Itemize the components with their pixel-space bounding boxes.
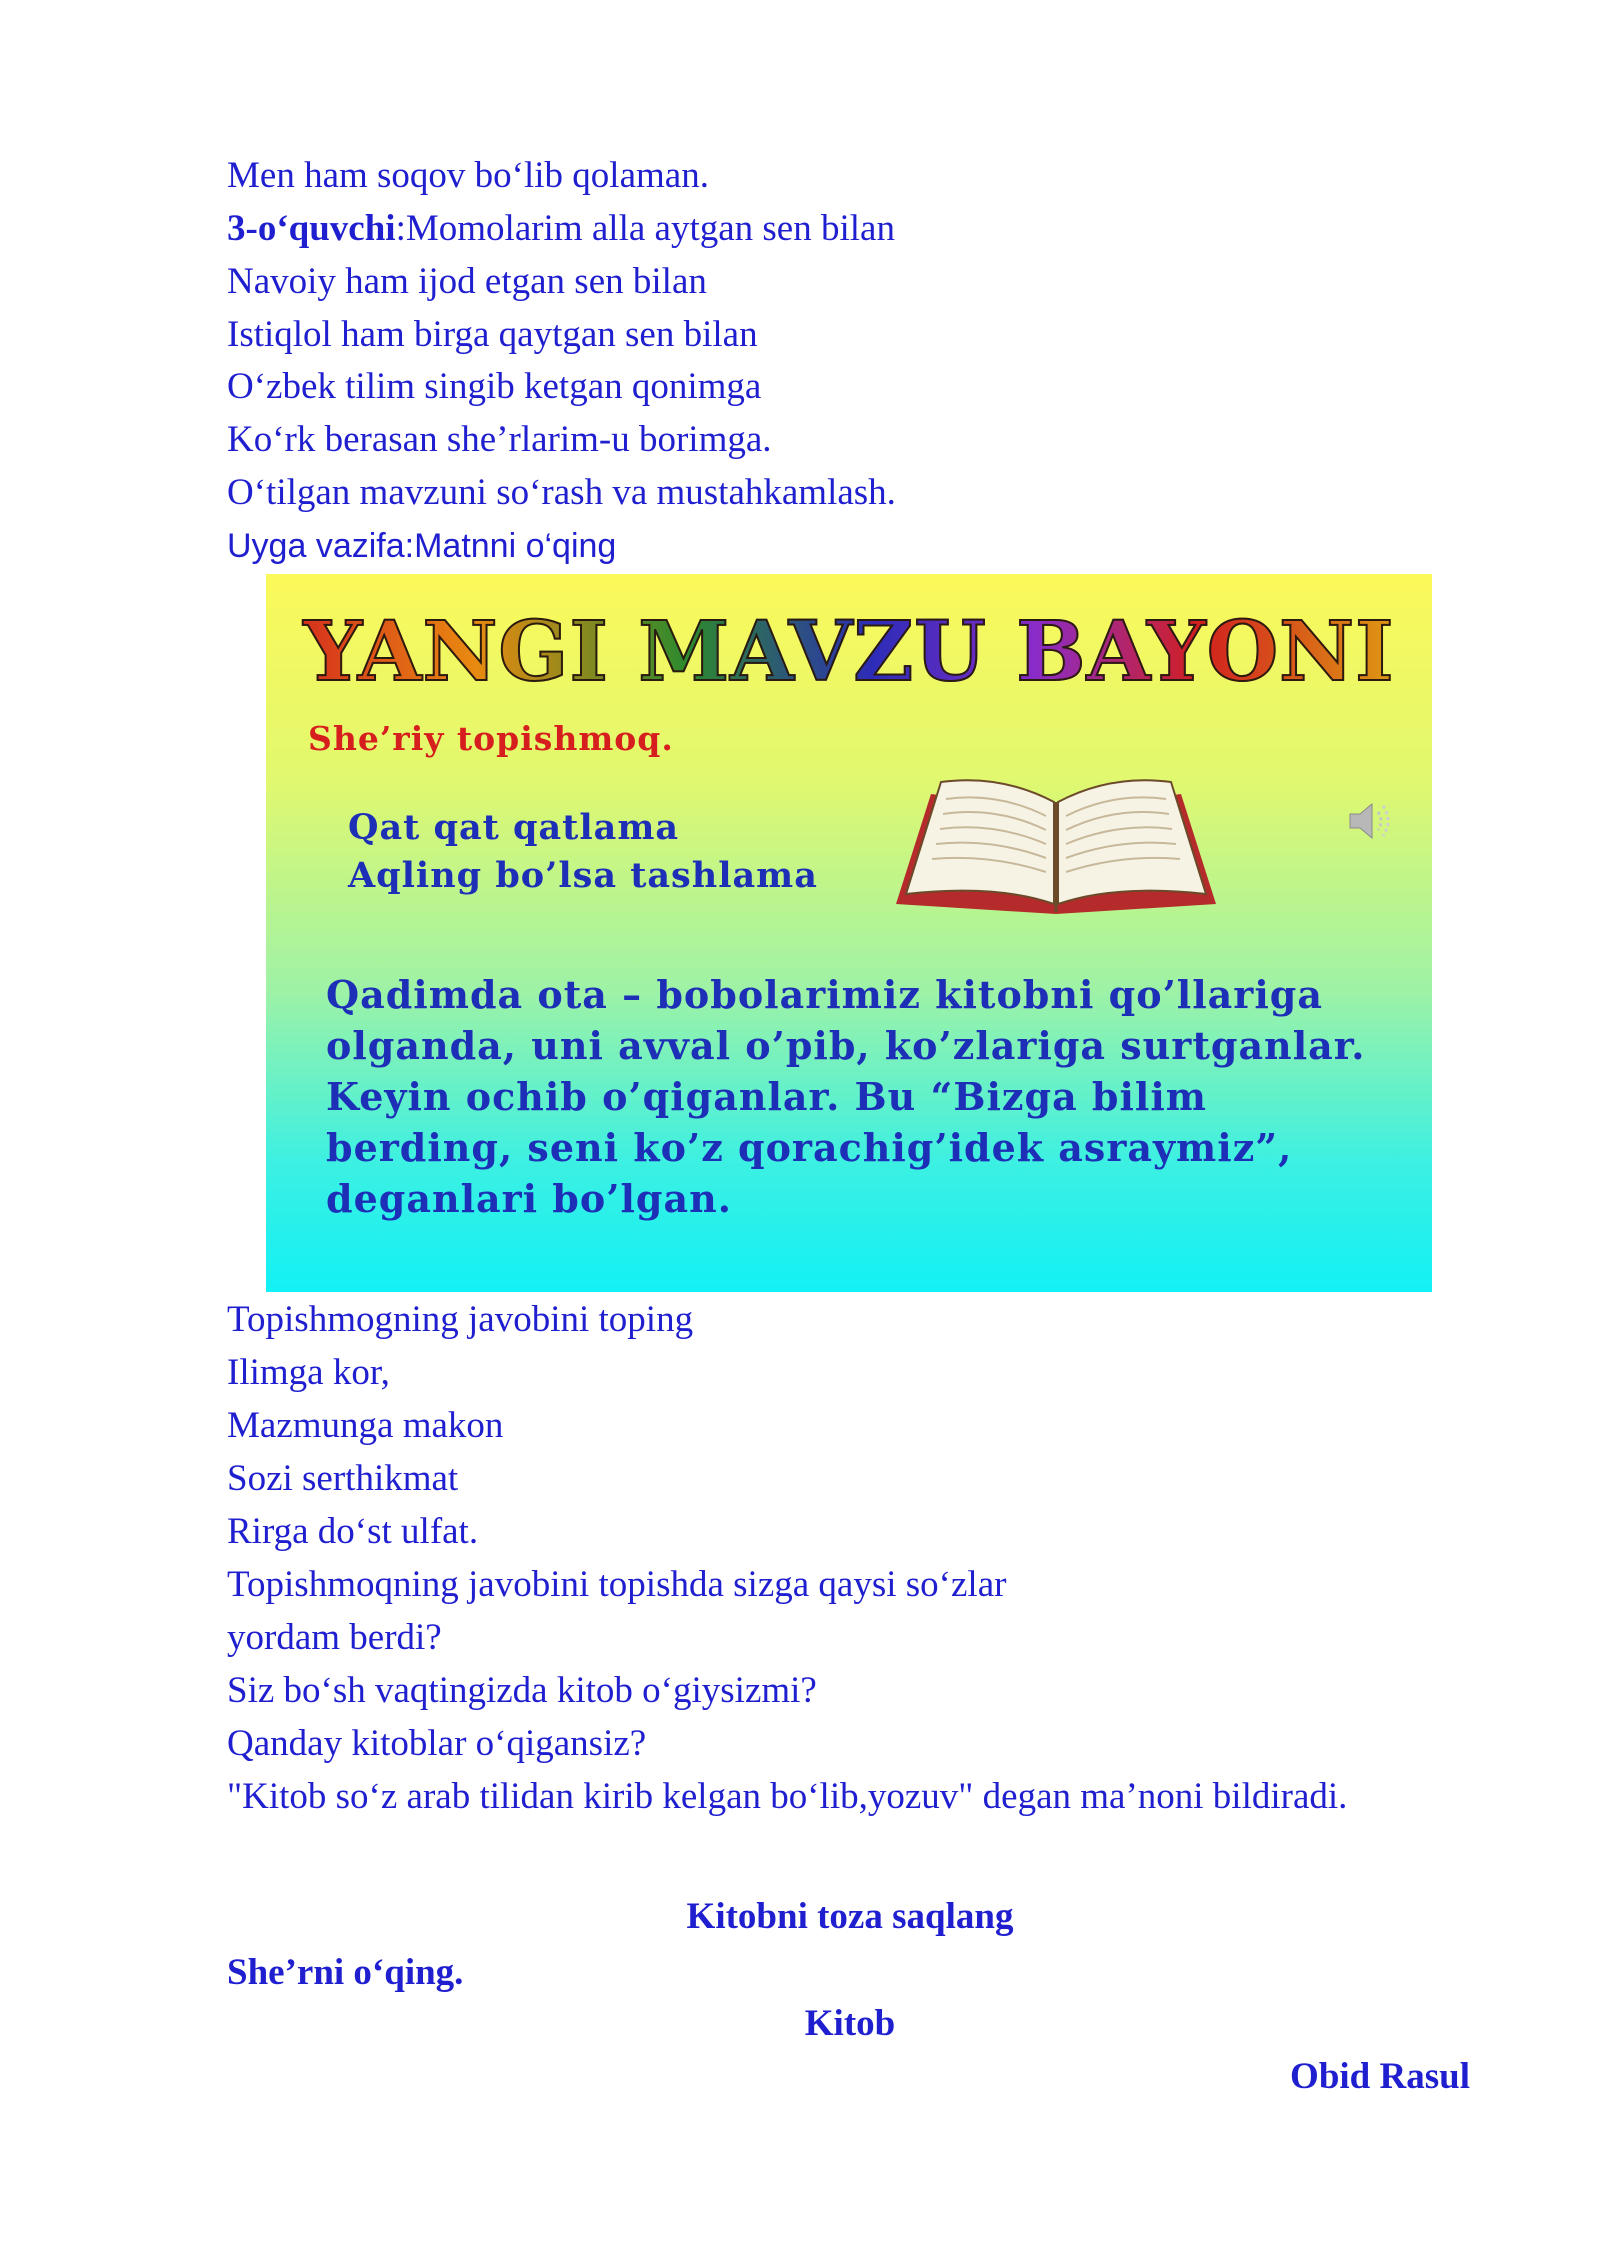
story-line: olganda, uni avval o’pib, ko’zlariga surtganlar. — [326, 1023, 1366, 1068]
poem-author: Obid Rasul — [1290, 2056, 1470, 2097]
slide-subtitle: She’riy topishmoq. — [308, 719, 674, 758]
slide-title: YANGI MAVZU BAYONI — [266, 604, 1432, 700]
text-line: Topishmogning javobini toping — [227, 1299, 694, 1340]
text-line: Istiqlol ham birga qaytgan sen bilan — [227, 314, 758, 355]
homework-line: Uyga vazifa:Matnni o‘qing — [227, 527, 617, 565]
story-line: Qadimda ota – bobolarimiz kitobni qo’llariga — [326, 972, 1323, 1017]
text-line: "Kitob so‘z arab tilidan kirib kelgan bo‘lib,yozuv" degan ma’noni bildiradi. — [227, 1776, 1348, 1817]
speaker-text: :Momolarim alla aytgan sen bilan — [395, 208, 895, 249]
text-line: Mazmunga makon — [227, 1405, 504, 1446]
story-line: berding, seni ko’z qorachig’idek asraymiz”, — [326, 1125, 1293, 1170]
text-line: Sozi serthikmat — [227, 1458, 459, 1499]
text-line: yordam berdi? — [227, 1617, 442, 1658]
open-book-icon — [886, 754, 1226, 924]
text-line: Navoiy ham ijod etgan sen bilan — [227, 261, 707, 302]
text-line: Ko‘rk berasan she’rlarim-u borimga. — [227, 419, 772, 460]
instruction-heading: She’rni o‘qing. — [227, 1952, 464, 1993]
text-line: Siz bo‘sh vaqtingizda kitob o‘giysizmi? — [227, 1670, 817, 1711]
slide-riddle — [348, 804, 818, 900]
slide-story — [326, 969, 1386, 1224]
riddle-line: Qat qat qatlama — [348, 807, 680, 848]
story-line: Keyin ochib o’qiganlar. Bu “Bizga bilim — [326, 1074, 1208, 1119]
story-line: deganlari bo’lgan. — [326, 1176, 732, 1221]
text-line: Rirga do‘st ulfat. — [227, 1511, 479, 1552]
text-line: Ilimga kor, — [227, 1352, 390, 1393]
text-line: O‘zbek tilim singib ketgan qonimga — [227, 366, 762, 407]
text-line: Men ham soqov bo‘lib qolaman. — [227, 155, 709, 196]
lesson-slide-image — [266, 574, 1432, 1292]
section-title: Kitobni toza saqlang — [686, 1896, 1014, 1937]
riddle-line: Aqling bo’lsa tashlama — [348, 855, 818, 896]
speaker-label: 3-o‘quvchi — [227, 208, 396, 249]
speaker-icon — [1346, 796, 1396, 846]
text-line: Qanday kitoblar o‘qigansiz? — [227, 1723, 647, 1764]
poem-title: Kitob — [804, 2003, 896, 2044]
text-line-speaker — [227, 203, 895, 255]
text-line: Topishmoqning javobini topishda sizga qaysi so‘zlar — [227, 1564, 1007, 1605]
text-line: O‘tilgan mavzuni so‘rash va mustahkamlash. — [227, 472, 896, 513]
